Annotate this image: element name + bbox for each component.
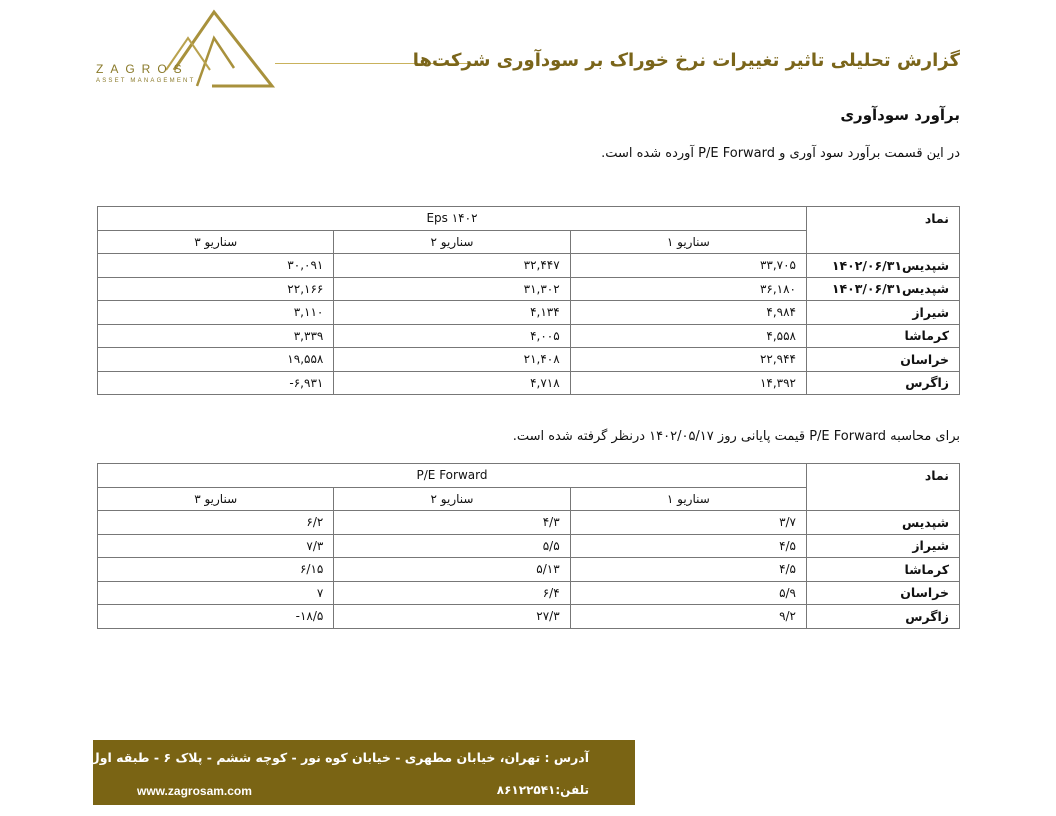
table-row <box>98 301 960 325</box>
scenario-1-value: ۴,۵۵۸ <box>570 324 806 348</box>
scenario-2-value: ۵/۱۳ <box>334 558 570 582</box>
scenario-1-header: سناریو ۱ <box>570 230 806 254</box>
scenario-1-value: ۴/۵ <box>570 534 806 558</box>
row-symbol: شپدیس <box>807 511 960 535</box>
row-symbol: زاگرس <box>807 605 960 629</box>
row-symbol: کرماشا <box>807 324 960 348</box>
table-row <box>98 558 960 582</box>
row-symbol: شیراز <box>807 301 960 325</box>
footer-bar <box>88 740 635 805</box>
row-symbol: کرماشا <box>807 558 960 582</box>
scenario-2-value: ۴/۳ <box>334 511 570 535</box>
scenario-2-value: ۴,۷۱۸ <box>334 371 570 395</box>
row-symbol: شپدیس۱۴۰۳/۰۶/۳۱ <box>807 277 960 301</box>
row-symbol: زاگرس <box>807 371 960 395</box>
scenario-3-value: ۶/۱۵ <box>98 558 334 582</box>
scenario-3-header: سناریو ۳ <box>98 230 334 254</box>
scenario-3-value: ۳۰,۰۹۱ <box>98 254 334 278</box>
scenario-2-value: ۳۱,۳۰۲ <box>334 277 570 301</box>
scenario-3-value: ۷ <box>98 581 334 605</box>
scenario-2-value: ۳۲,۴۴۷ <box>334 254 570 278</box>
table-row <box>98 534 960 558</box>
symbol-header: نماد <box>807 464 960 511</box>
scenario-2-value: ۴,۰۰۵ <box>334 324 570 348</box>
scenario-1-value: ۳۶,۱۸۰ <box>570 277 806 301</box>
table-row <box>98 348 960 372</box>
table-row <box>98 324 960 348</box>
eps-group-header: Eps ۱۴۰۲ <box>98 207 807 231</box>
scenario-1-value: ۲۲,۹۴۴ <box>570 348 806 372</box>
scenario-3-value: -۶,۹۳۱ <box>98 371 334 395</box>
footer-address: آدرس : تهران، خیابان مطهری - خیابان کوه نور - کوچه ششم - پلاک ۶ - طبقه اول <box>88 750 589 765</box>
scenario-3-value: ۳,۱۱۰ <box>98 301 334 325</box>
scenario-3-value: ۱۹,۵۵۸ <box>98 348 334 372</box>
logo-tagline: ASSET MANAGEMENT <box>96 78 196 84</box>
scenario-2-value: ۶/۴ <box>334 581 570 605</box>
scenario-2-value: ۵/۵ <box>334 534 570 558</box>
table-row <box>98 371 960 395</box>
scenario-3-value: ۳,۳۳۹ <box>98 324 334 348</box>
row-symbol: شیراز <box>807 534 960 558</box>
pe-group-header: P/E Forward <box>98 464 807 488</box>
scenario-2-header: سناریو ۲ <box>334 230 570 254</box>
row-symbol: خراسان <box>807 348 960 372</box>
table-row <box>98 254 960 278</box>
report-title: گزارش تحلیلی تاثیر تغییرات نرخ خوراک بر سودآوری شرکت‌ها <box>412 50 960 71</box>
scenario-3-value: ۷/۳ <box>98 534 334 558</box>
section-title: برآورد سودآوری <box>840 106 960 124</box>
footer-phone: تلفن:۸۶۱۲۲۵۴۱ <box>496 783 589 797</box>
scenario-1-value: ۵/۹ <box>570 581 806 605</box>
eps-table <box>97 206 960 395</box>
scenario-1-value: ۱۴,۳۹۲ <box>570 371 806 395</box>
scenario-1-header: سناریو ۱ <box>570 487 806 511</box>
scenario-2-value: ۲۷/۳ <box>334 605 570 629</box>
pe-forward-table <box>97 463 960 629</box>
table-row <box>98 605 960 629</box>
table-row <box>98 277 960 301</box>
scenario-2-value: ۴,۱۳۴ <box>334 301 570 325</box>
scenario-3-value: ۶/۲ <box>98 511 334 535</box>
table-row <box>98 511 960 535</box>
scenario-3-value: ۲۲,۱۶۶ <box>98 277 334 301</box>
table-header-row <box>98 464 960 488</box>
scenario-2-value: ۲۱,۴۰۸ <box>334 348 570 372</box>
row-symbol: خراسان <box>807 581 960 605</box>
footer-website: www.zagrosam.com <box>137 784 252 798</box>
scenario-1-value: ۹/۲ <box>570 605 806 629</box>
table-row <box>98 581 960 605</box>
scenario-2-header: سناریو ۲ <box>334 487 570 511</box>
table-header-row <box>98 207 960 231</box>
pe-note-paragraph: برای محاسبه P/E Forward قیمت پایانی روز ۱۴۰۲/۰۵/۱۷ درنظر گرفته شده است. <box>512 429 960 444</box>
scenario-1-value: ۳۳,۷۰۵ <box>570 254 806 278</box>
intro-paragraph: در این قسمت برآورد سود آوری و P/E Forward آورده شده است. <box>601 146 960 161</box>
scenario-1-value: ۴,۹۸۴ <box>570 301 806 325</box>
row-symbol: شپدیس۱۴۰۲/۰۶/۳۱ <box>807 254 960 278</box>
scenario-1-value: ۴/۵ <box>570 558 806 582</box>
scenario-3-value: -۱۸/۵ <box>98 605 334 629</box>
scenario-1-value: ۳/۷ <box>570 511 806 535</box>
logo-name: ZAGROS <box>96 62 189 76</box>
scenario-3-header: سناریو ۳ <box>98 487 334 511</box>
symbol-header: نماد <box>807 207 960 254</box>
